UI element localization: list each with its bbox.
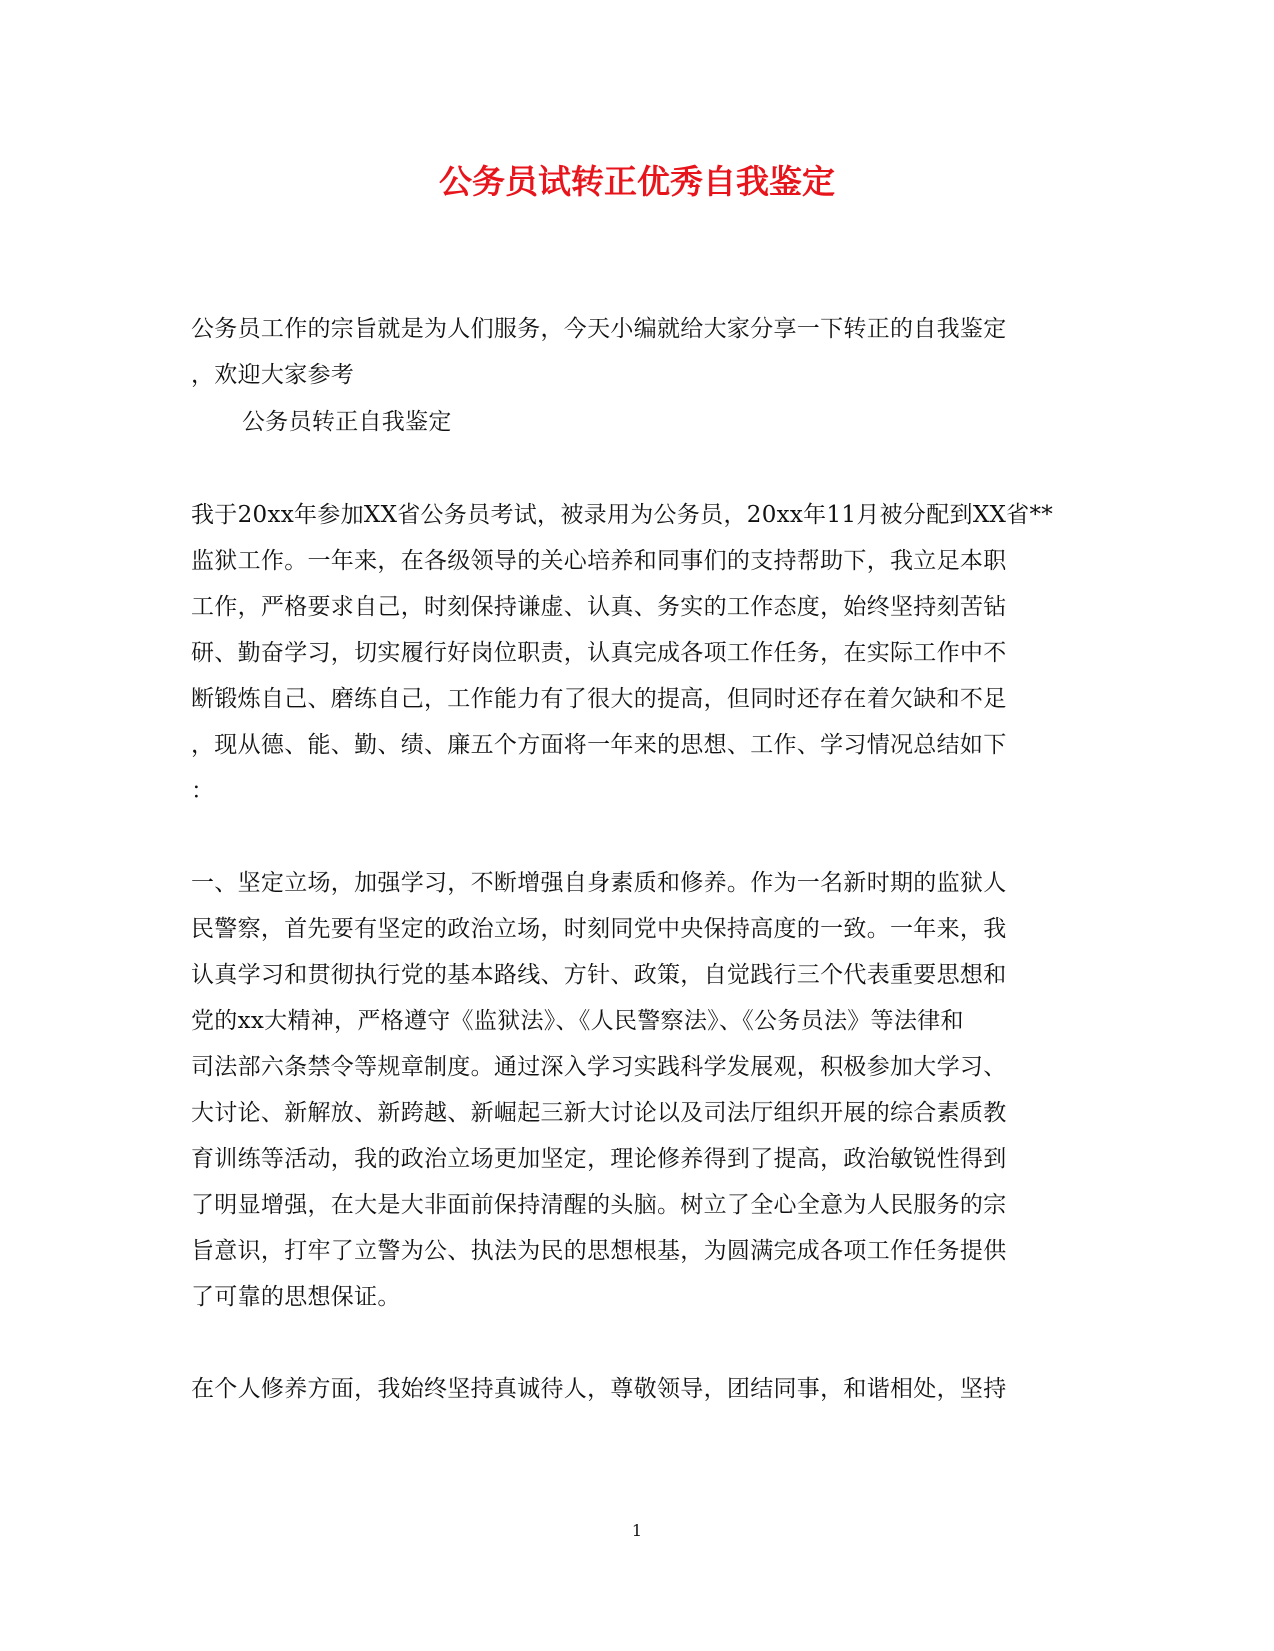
text-line: 了明显增强，在大是大非面前保持清醒的头脑。树立了全心全意为人民服务的宗 [191,1192,1007,1218]
text-line: 断锻炼自己、磨练自己，工作能力有了很大的提高，但同时还存在着欠缺和不足 [191,686,1007,712]
text-line: ： [191,778,215,804]
text-line: 党的xx大精神，严格遵守《监狱法》、《人民警察法》、《公务员法》等法律和 [191,1008,964,1034]
text-line: 研、勤奋学习，切实履行好岗位职责，认真完成各项工作任务，在实际工作中不 [191,640,1007,666]
text-line: ，现从德、能、勤、绩、廉五个方面将一年来的思想、工作、学习情况总结如下 [191,732,1007,758]
text-line: 公务员工作的宗旨就是为人们服务，今天小编就给大家分享一下转正的自我鉴定 [191,316,1007,342]
text-line: 民警察，首先要有坚定的政治立场，时刻同党中央保持高度的一致。一年来，我 [191,916,1007,942]
page-number: 1 [631,1521,643,1540]
text-line: 工作，严格要求自己，时刻保持谦虚、认真、务实的工作态度，始终坚持刻苦钻 [191,594,1007,620]
document-title: 公务员试转正优秀自我鉴定 [439,162,835,201]
text-line: 监狱工作。一年来，在各级领导的关心培养和同事们的支持帮助下，我立足本职 [191,548,1007,574]
text-line: 在个人修养方面，我始终坚持真诚待人，尊敬领导，团结同事，和谐相处，坚持 [191,1376,1007,1402]
text-line: 司法部六条禁令等规章制度。通过深入学习实践科学发展观，积极参加大学习、 [191,1054,1007,1080]
text-line: 育训练等活动，我的政治立场更加坚定，理论修养得到了提高，政治敏锐性得到 [191,1146,1007,1172]
text-line: 一、坚定立场，加强学习，不断增强自身素质和修养。作为一名新时期的监狱人 [191,870,1007,896]
section-subtitle: 公务员转正自我鉴定 [242,409,452,435]
text-line: 认真学习和贯彻执行党的基本路线、方针、政策，自觉践行三个代表重要思想和 [191,962,1007,988]
text-line: 了可靠的思想保证。 [191,1284,401,1310]
text-line: 大讨论、新解放、新跨越、新崛起三新大讨论以及司法厅组织开展的综合素质教 [191,1100,1007,1126]
text-line: 我于20xx年参加XX省公务员考试，被录用为公务员，20xx年11月被分配到XX省** [191,502,1054,528]
text-line: ，欢迎大家参考 [191,362,355,388]
text-line: 旨意识，打牢了立警为公、执法为民的思想根基，为圆满完成各项工作任务提供 [191,1238,1007,1264]
